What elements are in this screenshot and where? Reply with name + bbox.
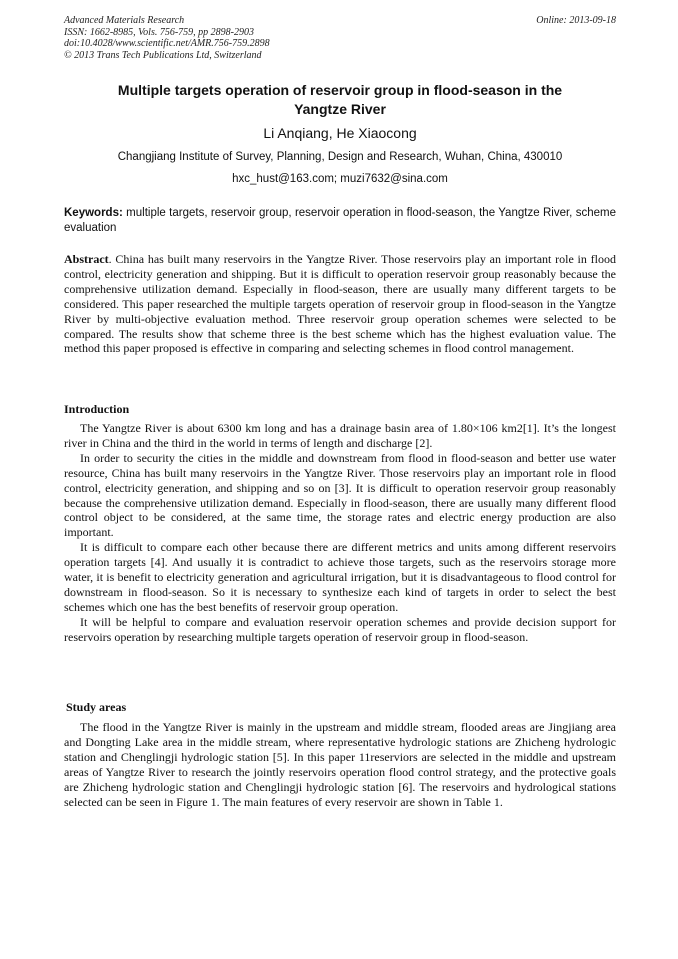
intro-paragraph-2: In order to security the cities in the middle and downstream from flood in flood-season and better use water resource, China has built many reservoirs in the Yangtze River. Those reservoirs play an important role in flood control, electricity generation, and shipping and so on [3]. It is difficult to operation reservoir group reasonably because the comprehensive utilization demand. Especially in flood-season, there are usually many different flood control object to be considered, at the same time, the storage rates and electric energy production are also important. <box>64 450 616 540</box>
abstract-text: . China has built many reservoirs in the Yangtze River. Those reservoirs play an important role in flood control, electricity generation and shipping. But it is difficult to operation reservoir group reasonably because the comprehensive utilization demand. Especially in flood-season, there are usually many different targets to be considered. This paper researched the multiple targets operation of reservoir group in flood-season in the Yangtze River by multi-objective evaluation method. Three reservoir group operation schemes were selected to be compared. The results show that scheme three is the best scheme which has the highest evaluation value. The method this paper proposed is effective in comparing and selecting schemes in flood control management. <box>64 252 616 356</box>
study-areas-heading: Study areas <box>66 700 127 714</box>
issn-line: ISSN: 1662-8985, Vols. 756-759, pp 2898-2903 <box>64 26 254 38</box>
doi-line: doi:10.4028/www.scientific.net/AMR.756-759.2898 <box>64 38 270 49</box>
intro-paragraph-1: The Yangtze River is about 6300 km long and has a drainage basin area of 1.80×106 km2[1]. It’s the longest river in China and the third in the world in terms of length and discharge [2]. <box>64 421 616 450</box>
introduction-body <box>64 421 616 645</box>
study-paragraph-1: The flood in the Yangtze River is mainly in the upstream and middle stream, flooded areas are Jingjiang area and Dongting Lake area in the middle stream, where representative hydrologic stations are Zhicheng hydrologic station and Chenglingji hydrologic station [5]. In this paper 11reserviors are selected in the middle and upstream areas of Yangtze River to research the jointly reservoirs operation flood control strategy, and the protective goals are Zhicheng hydrologic station and Chenglingji hydrologic station [6]. The reservoirs and hydrological stations selected can be seen in Figure 1. The main features of every reservoir are shown in Table 1. <box>64 720 616 809</box>
title-line-2: Yangtze River <box>294 101 386 117</box>
introduction-heading: Introduction <box>64 402 130 416</box>
journal-header <box>64 15 616 61</box>
abstract-block <box>64 252 616 356</box>
study-areas-body <box>64 720 616 809</box>
title-line-1: Multiple targets operation of reservoir group in flood-season in the <box>117 82 563 98</box>
keywords-text: multiple targets, reservoir group, reservoir operation in flood-season, the Yangtze River, scheme evaluation <box>64 207 616 234</box>
authors: Li Anqiang, He Xiaocong <box>263 125 417 141</box>
keywords-label: Keywords: <box>64 207 123 219</box>
journal-name: Advanced Materials Research <box>64 15 185 26</box>
intro-paragraph-4: It will be helpful to compare and evaluation reservoir operation schemes and provide decision support for reservoirs operation by researching multiple targets operation of reservoir group in flood-season. <box>64 614 616 644</box>
keywords-block <box>64 206 616 235</box>
abstract-label: Abstract <box>64 252 109 266</box>
affiliation: Changjiang Institute of Survey, Planning, Design and Research, Wuhan, China, 430010 <box>117 151 563 163</box>
copyright-line: © 2013 Trans Tech Publications Ltd, Switzerland <box>64 49 262 61</box>
author-emails: hxc_hust@163.com; muzi7632@sina.com <box>232 173 448 185</box>
paper-title <box>64 81 616 119</box>
intro-paragraph-3: It is difficult to compare each other because there are different metrics and units among different reservoirs operation targets [4]. And usually it is contradict to achieve those targets, such as the reservoirs storage more water, it is benefit to electricity generation and agricultural irrigation, but it is disadvantageous to flood control for downstream in flood-season. So it is necessary to synthesize each kind of targets in order to select the best schemes which one has the best benefits of reservoir group operation. <box>64 540 616 614</box>
online-date: Online: 2013-09-18 <box>536 15 616 26</box>
